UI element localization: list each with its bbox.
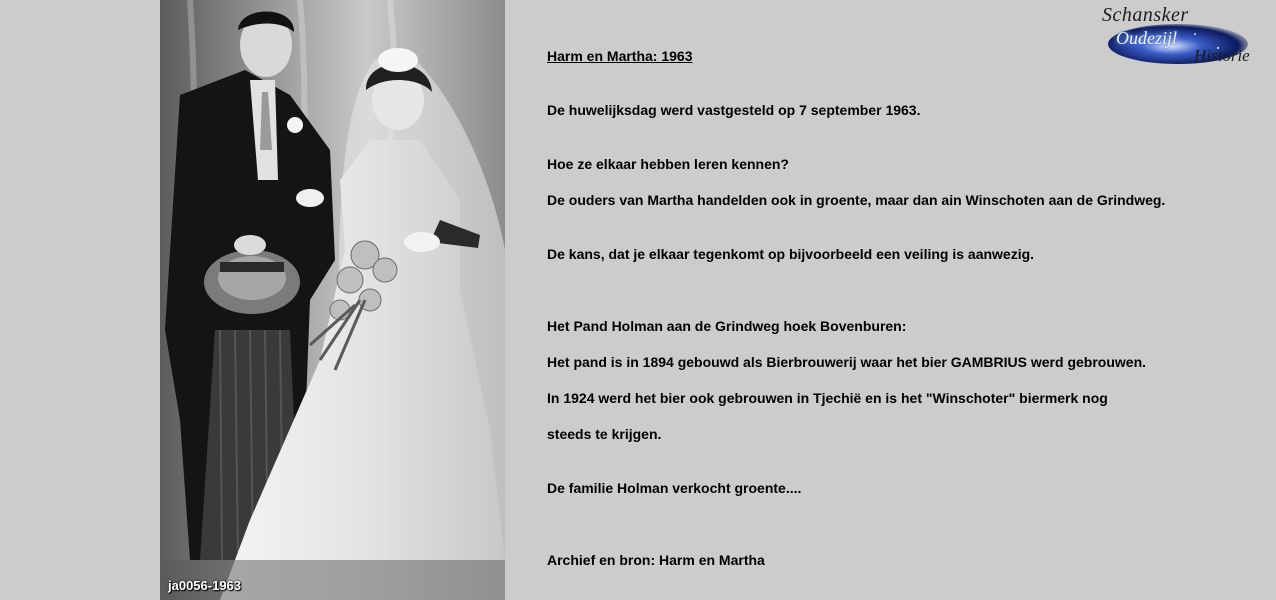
- photo-caption: ja0056-1963: [168, 578, 242, 593]
- article-line: Het pand is in 1894 gebouwd als Bierbrouwerij waar het bier GAMBRIUS werd gebrouwen.: [547, 354, 1147, 370]
- article-line: In 1924 werd het bier ook gebrouwen in Tjechië en is het "Winschoter" biermerk nog: [547, 390, 1108, 406]
- site-logo[interactable]: [1100, 4, 1272, 70]
- article-line: De ouders van Martha handelden ook in groente, maar dan ain Winschoten aan de Grindweg.: [547, 192, 1166, 208]
- logo-word-schansker: Schansker: [1102, 4, 1189, 26]
- article-line: De huwelijksdag werd vastgesteld op 7 september 1963.: [547, 102, 921, 118]
- logo-word-oudezijl: Oudezijl: [1116, 28, 1177, 48]
- article-line: De familie Holman verkocht groente....: [547, 480, 802, 496]
- article-title: Harm en Martha: 1963: [547, 48, 693, 64]
- article-line: Hoe ze elkaar hebben leren kennen?: [547, 156, 789, 172]
- wedding-photo-illustration: [160, 0, 505, 600]
- article-line: De kans, dat je elkaar tegenkomt op bijvoorbeeld een veiling is aanwezig.: [547, 246, 1035, 262]
- article-source: Archief en bron: Harm en Martha: [547, 552, 765, 568]
- wedding-photo: [160, 0, 505, 600]
- logo-word-historie: Historie: [1194, 46, 1250, 65]
- article-line: steeds te krijgen.: [547, 426, 662, 442]
- article-line: Het Pand Holman aan de Grindweg hoek Bovenburen:: [547, 318, 907, 334]
